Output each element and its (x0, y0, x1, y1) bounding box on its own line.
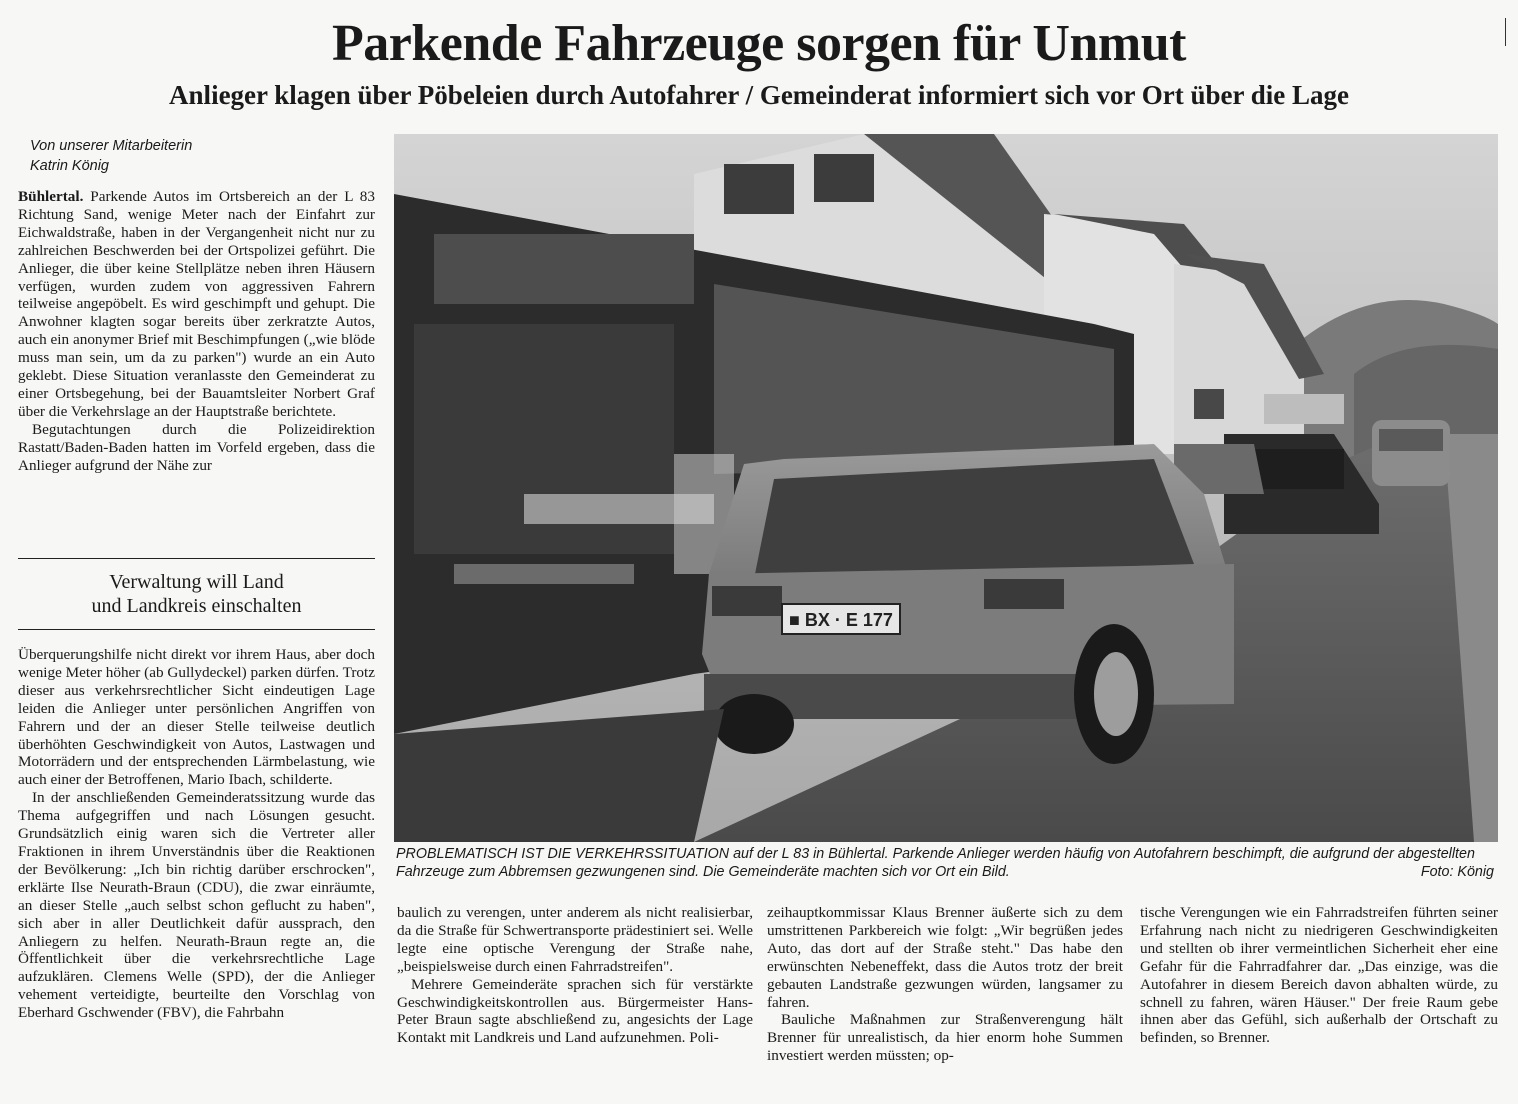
article-column-3 (767, 904, 1123, 1065)
article-column-1-top (18, 188, 375, 475)
paragraph-3: Überquerungshilfe nicht direkt vor ihrem Haus, aber doch wenige Meter höher (ab Gullydeckel) parken dürfen. Trotz dieser aus verkehrsrechtlicher Sicht eindeutigen Lage leiden die Anlieger unter persönlichen Angriffen von Fahrern und der an dieser Stelle teilweise deutlich überhöhten Geschwindigkeit von Autos, Lastwagen und Motorrädern und der entsprechenden Lärmbelastung, wie auch einer der Betroffenen, Mario Ibach, schilderte. (18, 646, 375, 789)
interheadline-line-2: und Landkreis einschalten (91, 595, 302, 617)
photo-caption (396, 845, 1496, 881)
street-scene-image (394, 134, 1498, 842)
paragraph-8: Bauliche Maßnahmen zur Straßenverengung hält Brenner für unrealistisch, da hier enorm hohe Summen investiert werden müssten; op- (767, 1011, 1123, 1065)
caption-text: auf der L 83 in Bühlertal. Parkende Anlieger werden häufig von Autofahrern beschimpft, die aufgrund der abgestellten Fahrzeuge zum Abbremsen gezwungenen sind. Die Gemeinderäte machten sich vor Ort ein Bild. (396, 846, 1475, 880)
byline-role: Von unserer Mitarbeiterin (30, 138, 193, 154)
paragraph-6: Mehrere Gemeinderäte sprachen sich für verstärkte Geschwindigkeitskontrollen aus. Bürgermeister Hans-Peter Braun sagte abschließend zu, angesichts der Lage Kontakt mit Landkreis und Land aufzunehmen. Poli- (397, 975, 753, 1047)
headline: Parkende Fahrzeuge sorgen für Unmut (332, 15, 1186, 72)
article-column-2 (397, 904, 753, 1047)
license-plate: ■ BX · E 177 (789, 610, 893, 630)
article-column-1-bottom (18, 646, 375, 1022)
article-photo (394, 134, 1498, 842)
interheadline (18, 558, 375, 630)
dateline: Bühlertal. (18, 188, 84, 205)
paragraph-1 (18, 188, 375, 421)
byline (30, 136, 330, 176)
interheadline-line-1: Verwaltung will Land (109, 571, 284, 593)
page-edge-rule (1505, 18, 1506, 46)
article-column-4 (1140, 904, 1498, 1047)
byline-author: Katrin König (30, 158, 109, 174)
caption-lead: PROBLEMATISCH IST DIE VERKEHRSSITUATION (396, 846, 730, 862)
paragraph-2: Begutachtungen durch die Polizeidirektion Rastatt/Baden-Baden hatten im Vorfeld ergeben, dass die Anlieger aufgrund der Nähe zur (18, 420, 375, 474)
paragraph-7: zeihauptkommissar Klaus Brenner äußerte sich zu dem umstrittenen Parkbereich wie folgt: „Wir begrüßen jedes Auto, das dort auf der Straße steht." Das habe den erwünschten Nebeneffekt, dass die Autos trotz der breit gebauten Landstraße gezwungen würden, langsamer zu fahren. (767, 904, 1123, 1011)
subheadline: Anlieger klagen über Pöbeleien durch Autofahrer / Gemeinderat informiert sich vor Ort über die Lage (169, 80, 1349, 110)
photo-credit: Foto: König (1420, 864, 1494, 880)
paragraph-5: baulich zu verengen, unter anderem als nicht realisierbar, da die Straße für Schwertransporte prädestiniert sei. Welle legte eine optische Verengung der Straße nahe, „beispielsweise durch einen Fahrradstreifen". (397, 904, 753, 975)
paragraph-4: In der anschließenden Gemeinderatssitzung wurde das Thema aufgegriffen und nach Lösungen gesucht. Grundsätzlich einig waren sich die Vertreter aller Fraktionen in ihrem Unverständnis über die Reaktionen der Bevölkerung: „Ich bin richtig darüber erschrocken", erklärte Ilse Neurath-Braun (CDU), die zwar einräumte, an dieser Stelle „auch selbst schon geflucht zu haben", sich aber in aller Deutlichkeit dafür aussprach, den Anliegern zu helfen. Neurath-Braun regte an, die Öffentlichkeit über die verkehrsrechtliche Lage aufzuklären. Clemens Welle (SPD), der die Anlieger vehement verteidigte, beurteilte den Vorschlag von Eberhard Gschwender (FBV), die Fahrbahn (18, 789, 375, 1022)
paragraph-1-text: Parkende Autos im Ortsbereich an der L 83 Richtung Sand, wenige Meter nach der Einfahrt zur Eichwaldstraße, haben in der Vergangenheit nicht nur zu zahlreichen Beschwerden bei der Ortspolizei geführt. Die Anlieger, die über keine Stellplätze neben ihren Häusern verfügen, wurden zudem von aggressiven Fahrern teilweise angepöbelt. Es wird geschimpft und gehupt. Die Anwohner klagten sogar bereits über zerkratzte Autos, auch ein anonymer Brief mit Beschimpfungen („wie blöde muss man sein, um da zu parken") wurde an ein Auto geklebt. Diese Situation veranlasste den Gemeinderat zu einer Ortsbegehung, bei der Bauamtsleiter Norbert Graf über die Verkehrslage an der Hauptstraße berichtete. (18, 188, 375, 420)
paragraph-9: tische Verengungen wie ein Fahrradstreifen führten seiner Erfahrung nach nicht zu niedrigeren Geschwindigkeiten und stellten ob ihrer vermeintlichen Sicherheit eher eine Gefahr für die Fahrradfahrer dar. „Das einzige, was die Autofahrer in diesem Bereich davon abhalten würde, zu schnell zu fahren, wären Häuser." Der freie Raum gebe ihnen aber das Gefühl, sich außerhalb der Ortschaft zu befinden, so Brenner. (1140, 904, 1498, 1047)
